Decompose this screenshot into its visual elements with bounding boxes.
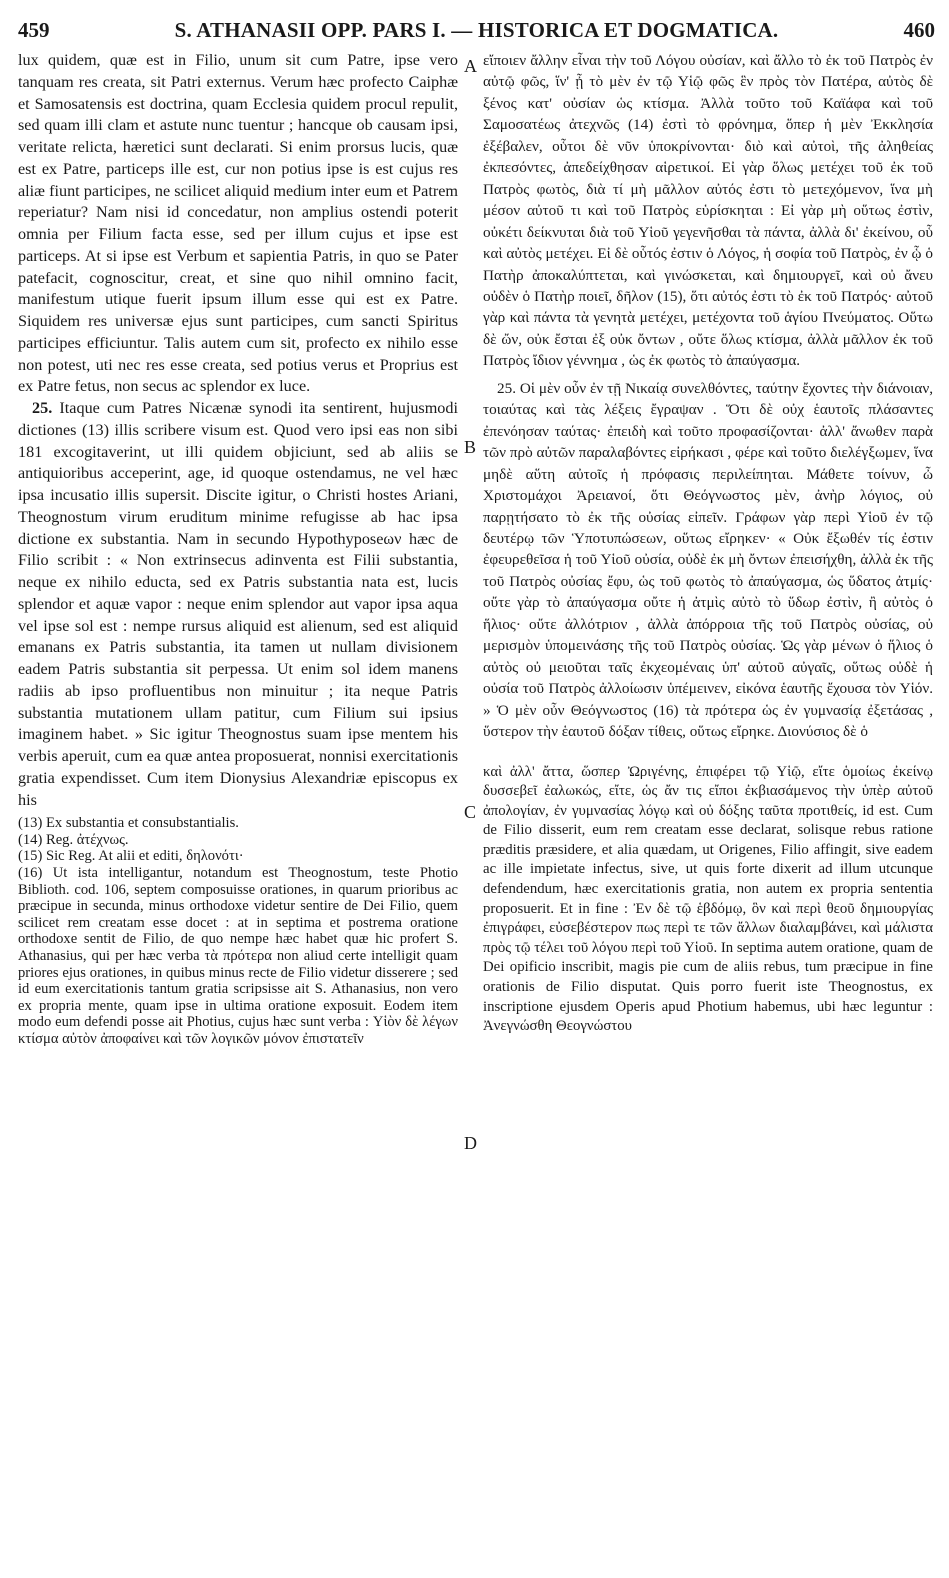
running-header [18,18,935,44]
margin-marker-d: D [464,1133,477,1153]
latin-paragraph-25-text: Itaque cum Patres Nicænæ synodi ita sentirent, hujusmodi dictiones (13) illis scribere visum est. Quod vero ipsi eas non sibi 181 excogitaverint, ut illi quidem objiciunt, sed ab aliis se antiquioribus acceperint, age, id quoque ostendamus, ne vel hæc ipsa incusatio illis supersit. Discite igitur, o Christi hostes Ariani, Theognostum virum eruditum minime refugisse ab hac ipsa dictione ex substantia. Nam in secundo Hypothyposeων hæc de Filio scribit : « Non extrinsecus adinventa est Filii substantia, neque ex nihilo educta, sed ex Patris substantia nata est, lucis splendor et aquæ vapor : neque enim splendor aut vapor ipsa aqua vel ipse sol est : nempe rursus aliquid est alienum, sed est aliquid emanans ex Patris substantia, ita tamen ut nullam divisionem eadem Patris substantia sit perpessa. Ut enim sol idem manens radiis ab ipso profluentibus non minuitur ; ita neque Patris substantia mutationem ullam patitur, cum Filium sui ipsius imaginem habet. » Sic igitur Theognostus suam ipse mentem his verbis aperuit, cum ea quæ antea proposuerat, nonnisi exercitationis gratia expendisset. Cum item Dionysius Alexandriæ episcopus ex his [18,399,458,809]
margin-marker-a: A [464,56,477,76]
latin-column [18,50,458,1048]
margin-marker-b: B [464,437,477,457]
greek-paragraph-1: εἴποιεν ἄλλην εἶναι τὴν τοῦ Λόγου οὐσίαν, καὶ ἄλλο τὸ ἐκ τοῦ Πατρὸς ἐν αὐτῷ φῶς, ἵν' ᾖ τὸ μὲν ἐν τῷ Υἱῷ φῶς ἓν πρὸς τὸν Πατέρα, αὐτὸς δὲ ξένος κατ' οὐσίαν ὡς κτίσμα. Ἀλλὰ τοῦτο τοῦ Καϊάφα καὶ τοῦ Σαμοσατέως ἀτεχνῶς (14) ἐστὶ τὸ φρόνημα, ὅπερ ἡ μὲν Ἐκκλησία ἐξέβαλεν, οὗτοι δὲ νῦν ὑποκρίνονται· διὸ καὶ αὐτοὶ, τῆς ἀληθείας ἐκπεσόντες, ἀπεδείχθησαν αἱρετικοί. Εἰ γὰρ ὅλως μετέχει τοῦ ἐκ τοῦ Πατρὸς φωτὸς, διὰ τί μὴ μᾶλλον αὐτός ἐστι τὸ μετεχόμενον, ἵνα μὴ μέσον αὐτοῦ τι καὶ τοῦ Πατρὸς εὑρίσκηται : Εἰ γὰρ μὴ οὕτως ἐστὶν, οὐκέτι δείκνυται διὰ τοῦ Υἱοῦ γεγενῆσθαι τὰ πάντα, ἀλλὰ δι' ἐκείνου, οὗ καὶ αὐτὸς μετέχει. Εἰ δὲ οὗτός ἐστιν ὁ Λόγος, ἡ σοφία τοῦ Πατρὸς, ἐν ᾧ ὁ Πατὴρ ἀποκαλύπτεται, καὶ γινώσκεται, καὶ δημιουργεῖ, καὶ οὐ ἄνευ οὐδὲν ὁ Πατὴρ ποιεῖ, δῆλον (15), ὅτι αὐτός ἐστι τὸ ἐκ τοῦ Πατρός· αὐτοῦ γὰρ καὶ πάντα τὰ γενητὰ μετέχει, μετέχοντα τοῦ ἁγίου Πνεύματος. Οὕτω δὲ ὤν, οὐκ ἔσται ἐξ οὐκ ὄντων , οὔτε ὅλως κτίσμα, ἀλλὰ μᾶλλον ἐκ τοῦ Πατρὸς ἴδιον γέννημα , ὡς ἐκ φωτὸς τὸ ἀπαύγασμα. [483,52,933,370]
footnote-14: (14) Reg. ἀτέχνως. [18,831,129,848]
footnote-16-continuation: καὶ ἀλλ' ἄττα, ὥσπερ Ὠριγένης, ἐπιφέρει τῷ Υἱῷ, εἴτε ὁμοίως ἐκείνῳ δυσσεβεῖ ἐαλωκώς, εἴτε, ὡς ἄν τις εἴποι ἐκβιασάμενος τὴν ὑπὲρ αὐτοῦ ἀπολογίαν, ἐν γυμνασίας λόγῳ καὶ οὐ δόξης ταῦτα προτιθείς, id est. Cum de Filio disserit, eum rem creatam esse declarat, solisque rebus ratione præditis præsidere, et alia quædam, ut Origenes, Filio affingit, sive eadem ac ille impietate infectus, sive, ut quis forte dixerit ad illum utcunque defendendum, hæc exercitationis gratia, non autem ex propria sententia proposuerit. Et in fine : Ἐν δὲ τῷ ἑβδόμῳ, ὃν καὶ περὶ θεοῦ δημιουργίας ἐπιγράφει, εὐσεβέστερον πως περὶ τε τῶν ἄλλων διαλαμβάνει, καὶ μάλιστα πρὸς τῷ τέλει τοῦ λόγου περὶ τοῦ Υἱοῦ. In septima autem oratione, quam de Dei opificio inscribit, magis pie cum de aliis rebus, tum præcipue in fine orationis de Filio disputat. Quis porro fuerit iste Theognostus, ex inscriptione ejusdem Operis apud Photium habemus, ubi hæc leguntur : Ἀνεγνώσθη Θεογνώστου [483,763,933,1035]
section-number-greek: 25. [497,379,516,397]
footnote-13: (13) Ex substantia et consubstantialis. [18,815,239,832]
greek-paragraph-25-text: Οἱ μὲν οὖν ἐν τῇ Νικαίᾳ συνελθόντες, ταύτην ἔχοντες τὴν διάνοιαν, τοιαύτας καὶ τὰς λέξεις ἔγραψαν . Ὅτι δὲ οὐχ ἑαυτοῖς πλάσαντες ἐπενόησαν ταύτας· ἐπειδὴ καὶ τοῦτο προφασίζονται· ἀλλ' ἄνωθεν παρὰ τῶν πρὸ αὐτῶν παραλαβόντες εἰρήκασι , φέρε καὶ τοῦτο διελέγξωμεν, ἵνα μηδὲ αὕτη αὐτοῖς ἡ πρόφασις περιλείπηται. Μάθετε τοίνυν, ὦ Χριστομάχοι Ἀρειανοί, ὅτι Θεόγνωστος μὲν, ἀνὴρ λόγιος, οὐ παρῃτήσατο τὸ ἐκ τῆς οὐσίας εἰπεῖν. Γράφων γὰρ περὶ Υἱοῦ ἐν τῷ δευτέρῳ τῶν Ὑποτυπώσεων, οὕτως εἴρηκεν· « Οὐκ ἔξωθέν τίς ἐστιν ἐφευρεθεῖσα ἡ τοῦ Υἱοῦ οὐσία, οὐδὲ ἐκ μὴ ὄντων ἐπεισήχθη, ἀλλὰ ἐκ τῆς τοῦ Πατρὸς οὐσίας ἔφυ, ὡς τοῦ φωτὸς τὸ ἀπαύγασμα, ὡς ὕδατος ἀτμίς· οὔτε γὰρ τὸ ἀπαύγασμα οὔτε ἡ ἀτμὶς αὐτὸ τὸ ὕδωρ ἐστὶν, ἢ αὐτὸς ὁ ἥλιος· οὔτε ἀλλότριον , ἀλλὰ ἀπόρροια τῆς τοῦ Πατρὸς οὐσίας, οὐ μερισμὸν ὑπομεινάσης τῆς τοῦ Πατρὸς οὐσίας. Ὡς γὰρ μένων ὁ ἥλιος ὁ αὐτὸς οὐ μειοῦται ταῖς ἐκχεομέναις ὑπ' αὐτοῦ αὐγαῖς, οὕτως οὐδὲ ἡ οὐσία τοῦ Πατρὸς ἀλλοίωσιν ὑπέμεινεν, εἰκόνα ἑαυτῆς ἔχουσα τὸν Υἱόν. » Ὁ μὲν οὖν Θεόγνωστος (16) τὰ πρότερα ὡς ἐν γυμνασίᾳ ἐξετάσας , ὕστερον τὴν ἑαυτοῦ δόξαν τίθεις, οὕτως εἴρηκε. Διονύσιος δὲ ὁ [483,379,934,741]
greek-column [483,50,933,1037]
footnote-16: (16) Ut ista intelligantur, notandum est Theognostum, teste Photio Biblioth. cod. 106, septem composuisse orationes, in quarum prioribus ac præcipue in secunda, minus orthodoxe videtur sentire de Dei Filio, quem scilicet rem creatam esse docet : at in septima et postrema oratione orthodoxe sentit de Filio, de quo nempe hæc habet quæ hic profert S. Athanasius, qui per hæc verba τὰ πρότερα non aliud certe intelligit quam priores ejus orationes, in quibus minus recte de Filio videtur disserere ; sed id eum exercitationis tantum gratia scripsisse ait S. Athanasius, non vero ex propria mente, quam ipse in ultima oratione exposuit. Eodem item modo eum defendi posse ait Photius, cujus hæc sunt verba : Υἱὸν δὲ λέγων κτίσμα αὐτὸν ἀποφαίνει καὶ τῶν λογικῶν μόνον ἐπιστατεῖν [18,865,458,1047]
section-number: 25. [32,399,53,417]
page-number-left: 459 [18,18,50,42]
latin-paragraph-25 [18,398,458,811]
footnote-15: (15) Sic Reg. At alii et editi, δηλονότι· [18,848,244,865]
page-number-right: 460 [903,18,935,42]
margin-marker-c: C [464,802,477,822]
greek-paragraph-25 [483,378,933,743]
footnotes [18,815,458,1047]
latin-paragraph-1: lux quidem, quæ est in Filio, unum sit cum Patre, ipse vero tanquam res creata, sit Patri externus. Verum hæc profecto Caiphæ et Samosatensis est doctrina, quam Ecclesia quidem procul repulit, sed quam illi clam et astute nunc tuentur ; hancque ob causam ipsi, veritate relicta, hæretici sunt declarati. Si enim prorsus lucis, quæ est ex Patre, particeps ille est, cur non potius ipse is est cujus res aliæ fiunt participes, ne scilicet aliquid medium inter eum et Patrem reperiatur? Nam nisi id concedatur, non amplius ostendi poterit omnia per Filium facta esse, sed per illum cujus et ipse est particeps. At si ipse est Verbum et sapientia Patris, in quo se Pater patefacit, cognoscitur, creat, et sine quo nihil omnino facit, manifestum utique fuerit ipsum illum esse qui est ex Patre. Siquidem res universæ ejus sunt participes, cum sancti Spiritus participes efficiuntur. Talis autem cum sit, profecto ex nihilo esse non potest, uti nec res esse creata, sed potius verus et Proprius est ex Patre fetus, non secus ac splendor ex luce. [18,51,458,396]
running-title: S. ATHANASII OPP. PARS I. — HISTORICA ET DOGMATICA. [174,18,779,42]
